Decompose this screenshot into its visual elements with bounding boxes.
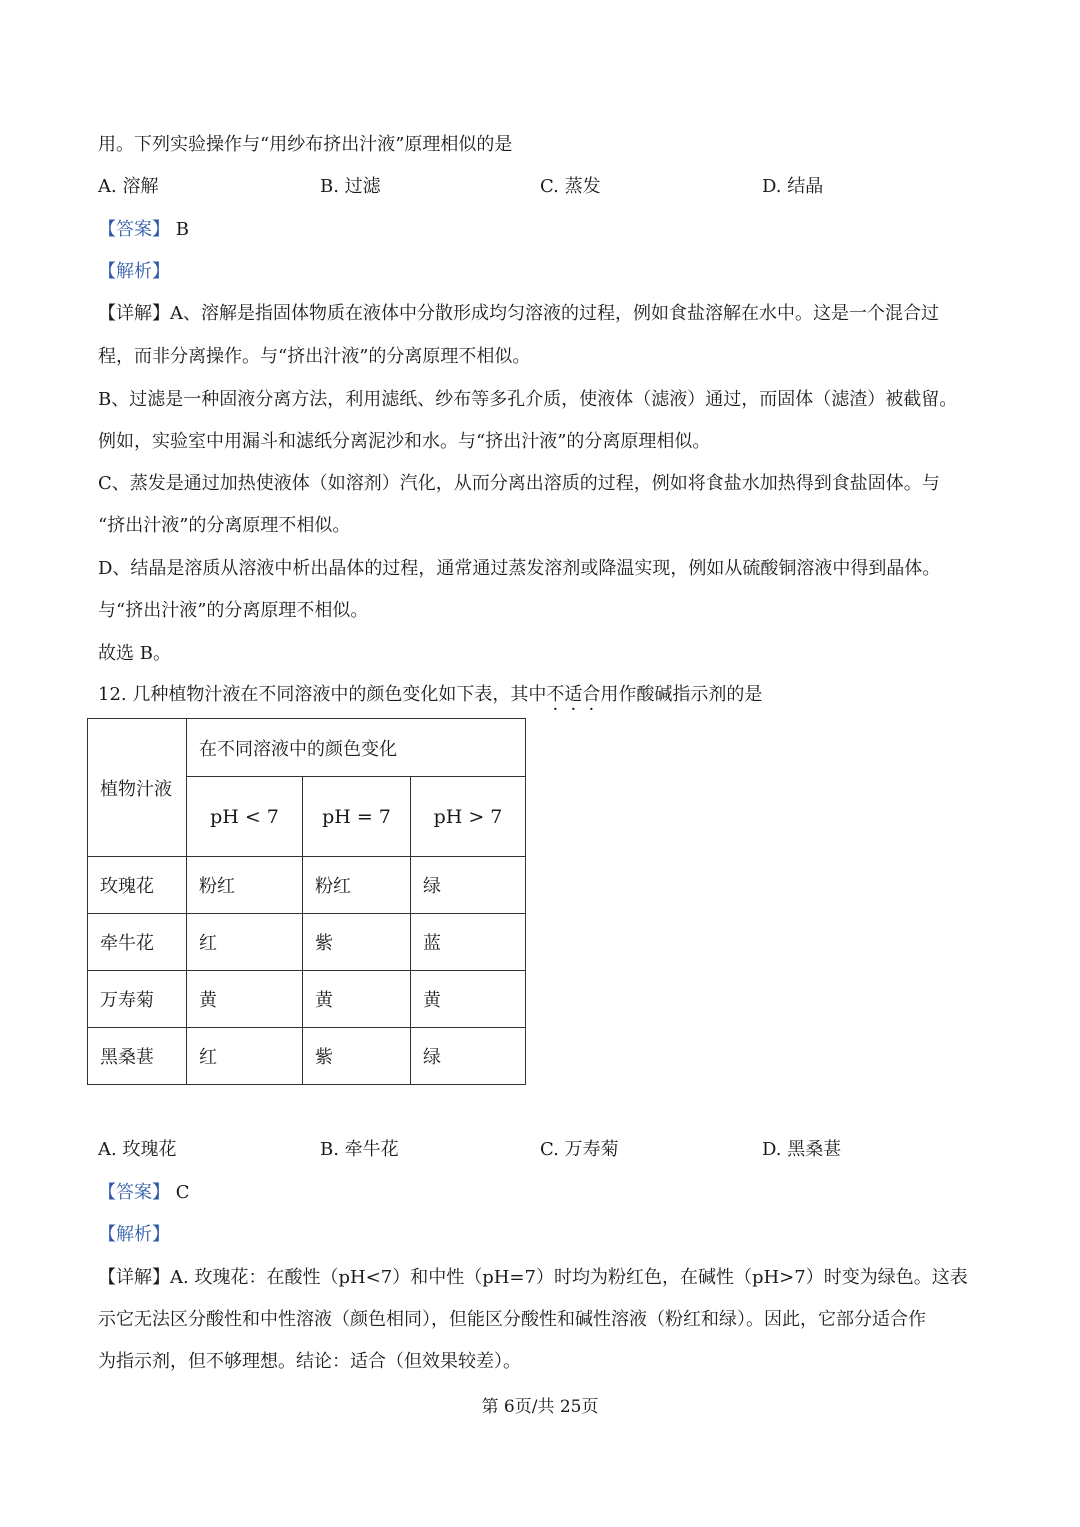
table-row (88, 971, 526, 1028)
answer-value: B (175, 219, 189, 240)
q12-stem (98, 683, 762, 707)
indicator-table (87, 718, 526, 1085)
q11-detail-line: 与“挤出汁液”的分离原理不相似。 (98, 600, 369, 621)
color-cell: 绿 (411, 1028, 526, 1085)
q11-conclusion: 故选 B。 (98, 643, 171, 664)
table-row (88, 1028, 526, 1085)
emphasis-char: 不 (546, 684, 565, 705)
color-cell: 黄 (411, 971, 526, 1028)
plant-cell: 万寿菊 (88, 971, 187, 1028)
color-cell: 粉红 (187, 857, 303, 914)
page-footer: 第 6页/共 25页 (481, 1397, 599, 1417)
q12-option-a: A. 玫瑰花 (98, 1139, 177, 1160)
answer-label: 【答案】 (98, 1182, 170, 1203)
q11-option-b: B. 过滤 (320, 176, 381, 197)
stem-suffix: 用作酸碱指示剂的是 (600, 684, 763, 705)
color-cell: 紫 (303, 914, 411, 971)
color-cell: 黄 (187, 971, 303, 1028)
emphasis-char: 合 (582, 684, 601, 705)
q11-option-d: D. 结晶 (762, 176, 824, 197)
ph-neutral-header: pH = 7 (303, 777, 411, 857)
detail-text: A. 玫瑰花：在酸性（pH<7）和中性（pH=7）时均为粉红色，在碱性（pH>7）时变为绿色。这表 (170, 1267, 968, 1288)
q11-stem: 用。下列实验操作与“用纱布挤出汁液”原理相似的是 (98, 134, 513, 155)
color-cell: 红 (187, 914, 303, 971)
color-cell: 粉红 (303, 857, 411, 914)
detail-label: 【详解】 (98, 303, 170, 324)
q12-detail-line (98, 1266, 968, 1290)
plant-header: 植物汁液 (88, 719, 187, 857)
q11-detail-line: “挤出汁液”的分离原理不相似。 (98, 515, 351, 536)
plant-cell: 玫瑰花 (88, 857, 187, 914)
color-cell: 蓝 (411, 914, 526, 971)
plant-cell: 牵牛花 (88, 914, 187, 971)
q12-detail-line: 为指示剂，但不够理想。结论：适合（但效果较差）。 (98, 1351, 521, 1372)
plant-cell: 黑桑葚 (88, 1028, 187, 1085)
q11-answer (98, 218, 189, 242)
q11-detail-line: B、过滤是一种固液分离方法，利用滤纸、纱布等多孔介质，使液体（滤液）通过，而固体（滤渣）被截留。 (98, 389, 958, 410)
emphasis-char: 适 (564, 684, 583, 705)
q12-analysis-label: 【解析】 (98, 1224, 170, 1245)
color-cell: 红 (187, 1028, 303, 1085)
q12-option-b: B. 牵牛花 (320, 1139, 399, 1160)
answer-value: C (175, 1182, 190, 1203)
q12-detail-line: 示它无法区分酸性和中性溶液（颜色相同），但能区分酸性和碱性溶液（粉红和绿）。因此，它部分适合作 (98, 1309, 926, 1330)
table-row (88, 914, 526, 971)
color-cell: 黄 (303, 971, 411, 1028)
ph-acid-header: pH < 7 (187, 777, 303, 857)
table-header-row (88, 719, 526, 777)
color-change-header: 在不同溶液中的颜色变化 (187, 719, 526, 777)
table-row (88, 857, 526, 914)
q11-detail-line: 例如，实验室中用漏斗和滤纸分离泥沙和水。与“挤出汁液”的分离原理相似。 (98, 431, 711, 452)
detail-label: 【详解】 (98, 1267, 170, 1288)
q12-option-c: C. 万寿菊 (540, 1139, 619, 1160)
q11-option-c: C. 蒸发 (540, 176, 601, 197)
q11-detail-line: 程，而非分离操作。与“挤出汁液”的分离原理不相似。 (98, 346, 531, 367)
stem-prefix: 12. 几种植物汁液在不同溶液中的颜色变化如下表，其中 (98, 684, 547, 705)
detail-text: A、溶解是指固体物质在液体中分散形成均匀溶液的过程，例如食盐溶解在水中。这是一个混合过 (170, 303, 939, 324)
q12-option-d: D. 黑桑葚 (762, 1139, 842, 1160)
answer-label: 【答案】 (98, 219, 170, 240)
q11-detail-line: D、结晶是溶质从溶液中析出晶体的过程，通常通过蒸发溶剂或降温实现，例如从硫酸铜溶液中得到晶体。 (98, 558, 941, 579)
color-cell: 紫 (303, 1028, 411, 1085)
ph-base-header: pH > 7 (411, 777, 526, 857)
q12-answer (98, 1181, 190, 1205)
q11-option-a: A. 溶解 (98, 176, 159, 197)
q11-detail-line: C、蒸发是通过加热使液体（如溶剂）汽化，从而分离出溶质的过程，例如将食盐水加热得到食盐固体。与 (98, 473, 940, 494)
q11-analysis-label: 【解析】 (98, 261, 170, 282)
color-cell: 绿 (411, 857, 526, 914)
q11-detail-line (98, 302, 939, 326)
